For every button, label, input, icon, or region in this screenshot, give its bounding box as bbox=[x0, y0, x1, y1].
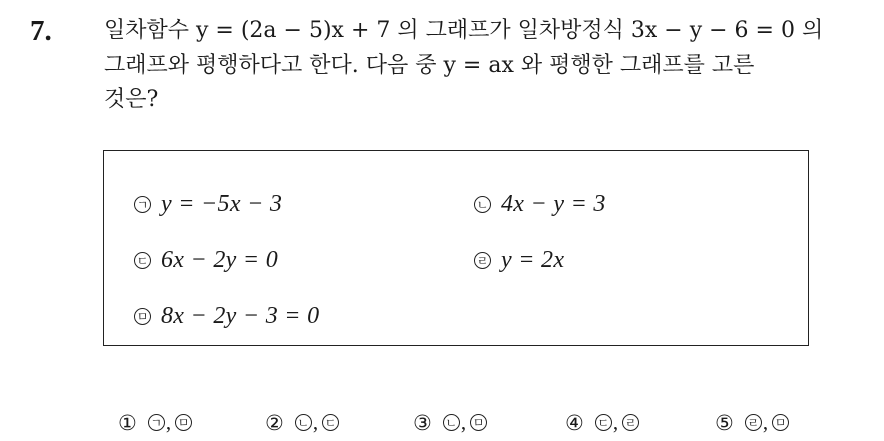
option-item bbox=[134, 303, 319, 330]
option-expression: y = 2x bbox=[501, 247, 565, 273]
choice-number: ⑤ bbox=[715, 410, 734, 435]
choice-number: ① bbox=[118, 410, 137, 435]
circled-marker-icon: ㄷ bbox=[595, 414, 612, 431]
answer-choice-3[interactable]: ③ ㄴ , ㅁ bbox=[413, 410, 487, 435]
answer-choice-4[interactable]: ④ ㄷ , ㄹ bbox=[565, 410, 639, 435]
circled-marker-icon: ㄹ bbox=[622, 414, 639, 431]
question-stem bbox=[104, 14, 874, 118]
circled-marker-icon: ㅁ bbox=[470, 414, 487, 431]
option-expression: 6x − 2y = 0 bbox=[161, 247, 278, 273]
circled-marker-icon: ㄴ bbox=[295, 414, 312, 431]
choice-number: ④ bbox=[565, 410, 584, 435]
option-expression: 8x − 2y − 3 = 0 bbox=[161, 303, 320, 329]
option-item bbox=[474, 247, 564, 274]
circled-marker-icon: ㄱ bbox=[148, 414, 165, 431]
answer-choice-1[interactable]: ① ㄱ , ㅁ bbox=[118, 410, 192, 435]
option-item bbox=[474, 191, 606, 218]
answer-choice-2[interactable]: ② ㄴ , ㄷ bbox=[265, 410, 339, 435]
question-line: 그래프와 평행하다고 한다. 다음 중 y = ax 와 평행한 그래프를 고른 bbox=[104, 52, 755, 78]
choice-number: ③ bbox=[413, 410, 432, 435]
circled-marker-icon: ㄹ bbox=[474, 252, 491, 269]
option-item bbox=[134, 247, 278, 274]
question-line: 일차함수 y = (2a − 5)x + 7 의 그래프가 일차방정식 3x − y − 6 = 0 의 bbox=[104, 18, 824, 43]
circled-marker-icon: ㅁ bbox=[772, 414, 789, 431]
circled-marker-icon: ㄱ bbox=[134, 196, 151, 213]
answer-choices bbox=[0, 410, 884, 436]
circled-marker-icon: ㄹ bbox=[745, 414, 762, 431]
question-line: 것은? bbox=[104, 87, 159, 112]
option-expression: y = −5x − 3 bbox=[161, 191, 283, 217]
question-number: 7. bbox=[30, 15, 52, 47]
circled-marker-icon: ㄴ bbox=[474, 196, 491, 213]
option-expression: 4x − y = 3 bbox=[501, 191, 606, 217]
circled-marker-icon: ㅁ bbox=[134, 308, 151, 325]
choice-number: ② bbox=[265, 410, 284, 435]
circled-marker-icon: ㅁ bbox=[175, 414, 192, 431]
answer-choice-5[interactable]: ⑤ ㄹ , ㅁ bbox=[715, 410, 789, 435]
options-box bbox=[103, 150, 809, 346]
circled-marker-icon: ㄷ bbox=[322, 414, 339, 431]
circled-marker-icon: ㄴ bbox=[443, 414, 460, 431]
option-item bbox=[134, 191, 282, 218]
circled-marker-icon: ㄷ bbox=[134, 252, 151, 269]
